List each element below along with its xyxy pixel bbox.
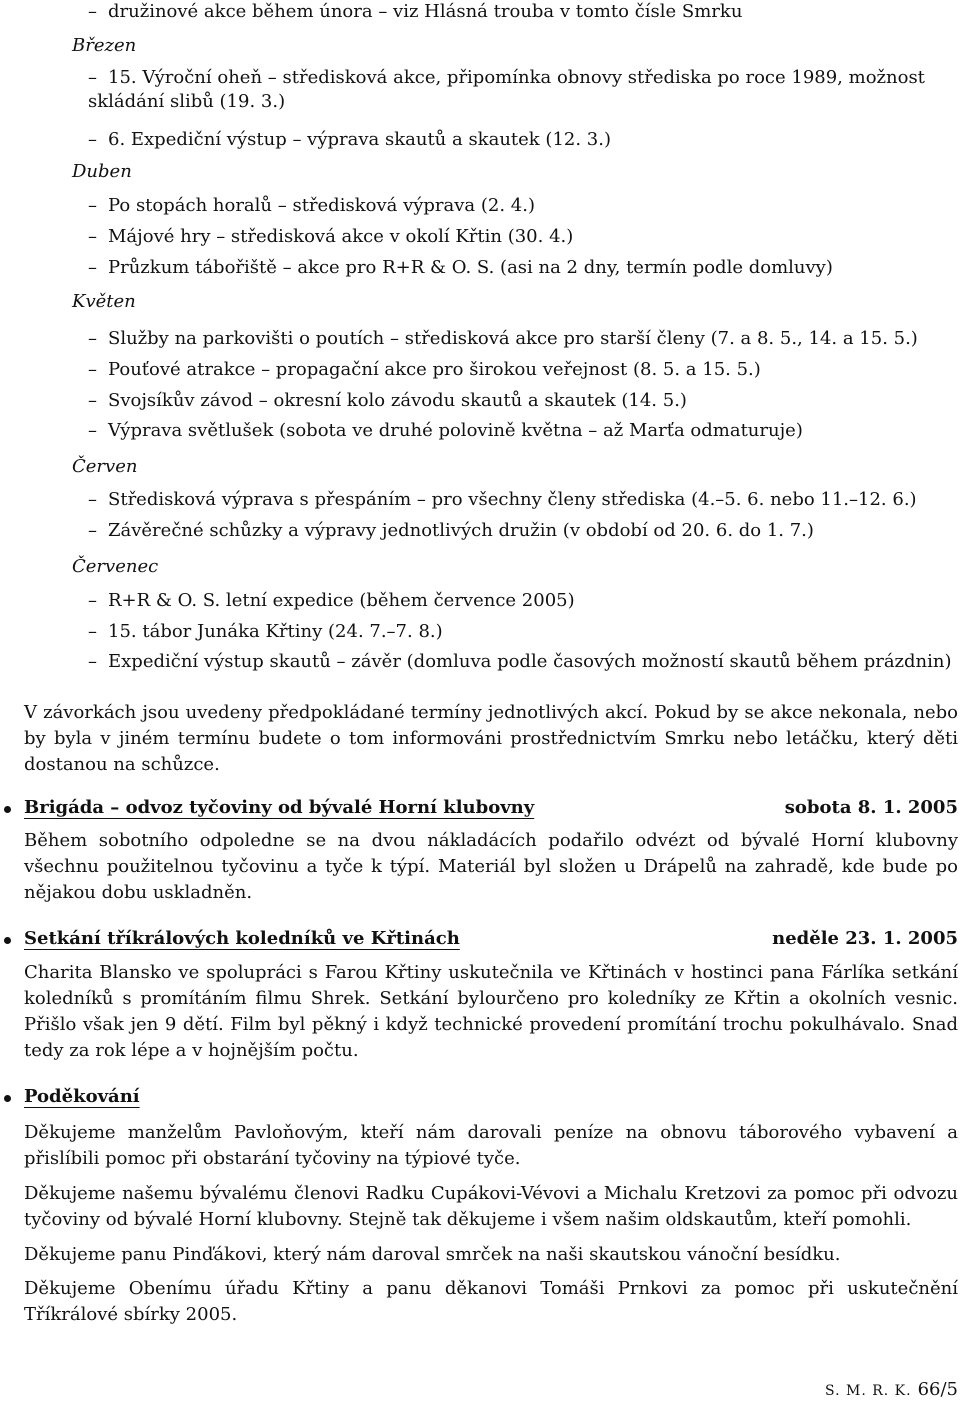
list-item: – Pouťové atrakce – propagační akce pro širokou veřejnost (8. 5. a 15. 5.)	[88, 359, 761, 380]
section-heading	[2, 1083, 958, 1111]
section-heading	[2, 925, 958, 953]
list-item: – Závěrečné schůzky a výpravy jednotlivých družin (v období od 20. 6. do 1. 7.)	[88, 520, 814, 541]
section-paragraph: Děkujeme manželům Pavloňovým, kteří nám darovali peníze na obnovu táborového vybavení a přislíbili pomoc při obstarání tyčoviny na týpiové tyče.	[24, 1122, 958, 1169]
section-title: Setkání tříkrálových koledníků ve Křtinách	[24, 928, 460, 949]
section-heading	[2, 794, 958, 822]
section-paragraph: Děkujeme Obenímu úřadu Křtiny a panu děkanovi Tomáši Prnkovi za pomoc při uskutečnění Tříkrálové sbírky 2005.	[24, 1278, 958, 1325]
section-date: neděle 23. 1. 2005	[772, 928, 958, 949]
list-item: – Průzkum tábořiště – akce pro R+R & O. S. (asi na 2 dny, termín podle domluvy)	[88, 257, 833, 278]
list-item: – Májové hry – středisková akce v okolí Křtin (30. 4.)	[88, 226, 574, 247]
month-heading: Červenec	[72, 556, 159, 577]
list-item: – Výprava světlušek (sobota ve druhé polovině května – až Marťa odmaturuje)	[88, 420, 803, 441]
month-heading: Červen	[72, 456, 138, 477]
bullet-icon	[4, 806, 11, 813]
list-item: – Expediční výstup skautů – závěr (domluva podle časových možností skautů během prázdnin)	[88, 651, 952, 672]
section-paragraph: Děkujeme panu Pinďákovi, který nám daroval smrček na naši skautskou vánoční besídku.	[24, 1244, 841, 1265]
page-number: 66/5	[917, 1379, 958, 1400]
list-item: – Středisková výprava s přespáním – pro všechny členy střediska (4.–5. 6. nebo 11.–12. 6.)	[88, 489, 917, 510]
section-date: sobota 8. 1. 2005	[784, 797, 958, 818]
month-heading: Březen	[72, 35, 137, 56]
section-paragraph: Během sobotního odpoledne se na dvou nákladácích podařilo odvézt od bývalé Horní klubovny všechnu použitelnou tyčovinu a tyče k týpí. Materiál byl složen u Drápelů na zahradě, kde bude po nějakou dobu uskladněn.	[24, 830, 958, 903]
list-item: – Po stopách horalů – středisková výprava (2. 4.)	[88, 195, 535, 216]
list-item: – Svojsíkův závod – okresní kolo závodu skautů a skautek (14. 5.)	[88, 390, 687, 411]
list-item: – Služby na parkovišti o poutích – středisková akce pro starší členy (7. a 8. 5., 14. a 15. 5.)	[88, 328, 918, 349]
month-heading: Duben	[72, 161, 132, 182]
section-title: Brigáda – odvoz tyčoviny od bývalé Horní klubovny	[24, 797, 535, 818]
bullet-icon	[4, 937, 11, 944]
list-item: – R+R & O. S. letní expedice (během července 2005)	[88, 590, 575, 611]
page-footer	[825, 1378, 958, 1403]
section-paragraph: Děkujeme našemu bývalému členovi Radku Cupákovi-Vévovi a Michalu Kretzovi za pomoc při odvozu tyčoviny od bývalé Horní klubovny. Stejně tak děkujeme i všem našim oldskautům, kteří pomohli.	[24, 1183, 958, 1230]
list-item: – 15. Výroční oheň – středisková akce, připomínka obnovy střediska po roce 1989, možnost skládání slibů (19. 3.)	[88, 67, 925, 112]
bullet-icon	[4, 1095, 11, 1102]
schedule-note: V závorkách jsou uvedeny předpokládané termíny jednotlivých akcí. Pokud by se akce nekonala, nebo by byla v jiném termínu budete o tom informováni prostřednictvím Smrku nebo letáčku, který děti dostanou na schůzce.	[24, 702, 958, 775]
journal-name: S. M. R. K.	[825, 1383, 912, 1399]
section-paragraph: Charita Blansko ve spolupráci s Farou Křtiny uskutečnila ve Křtinách v hostinci pana Fárlíka setkání koledníků s promítáním filmu Shrek. Setkání bylourčeno pro koledníky ze Křtin a okolních vesnic. Přišlo však jen 9 dětí. Film byl pěkný i když technické provedení promítání trochu pokulhávalo. Snad tedy za rok lépe a v hojnějším počtu.	[24, 962, 958, 1061]
month-heading: Květen	[72, 291, 136, 312]
list-item: – družinové akce během února – viz Hlásná trouba v tomto čísle Smrku	[88, 1, 743, 22]
section-title: Poděkování	[24, 1086, 140, 1107]
list-item: – 15. tábor Junáka Křtiny (24. 7.–7. 8.)	[88, 621, 443, 642]
list-item: – 6. Expediční výstup – výprava skautů a skautek (12. 3.)	[88, 129, 611, 150]
